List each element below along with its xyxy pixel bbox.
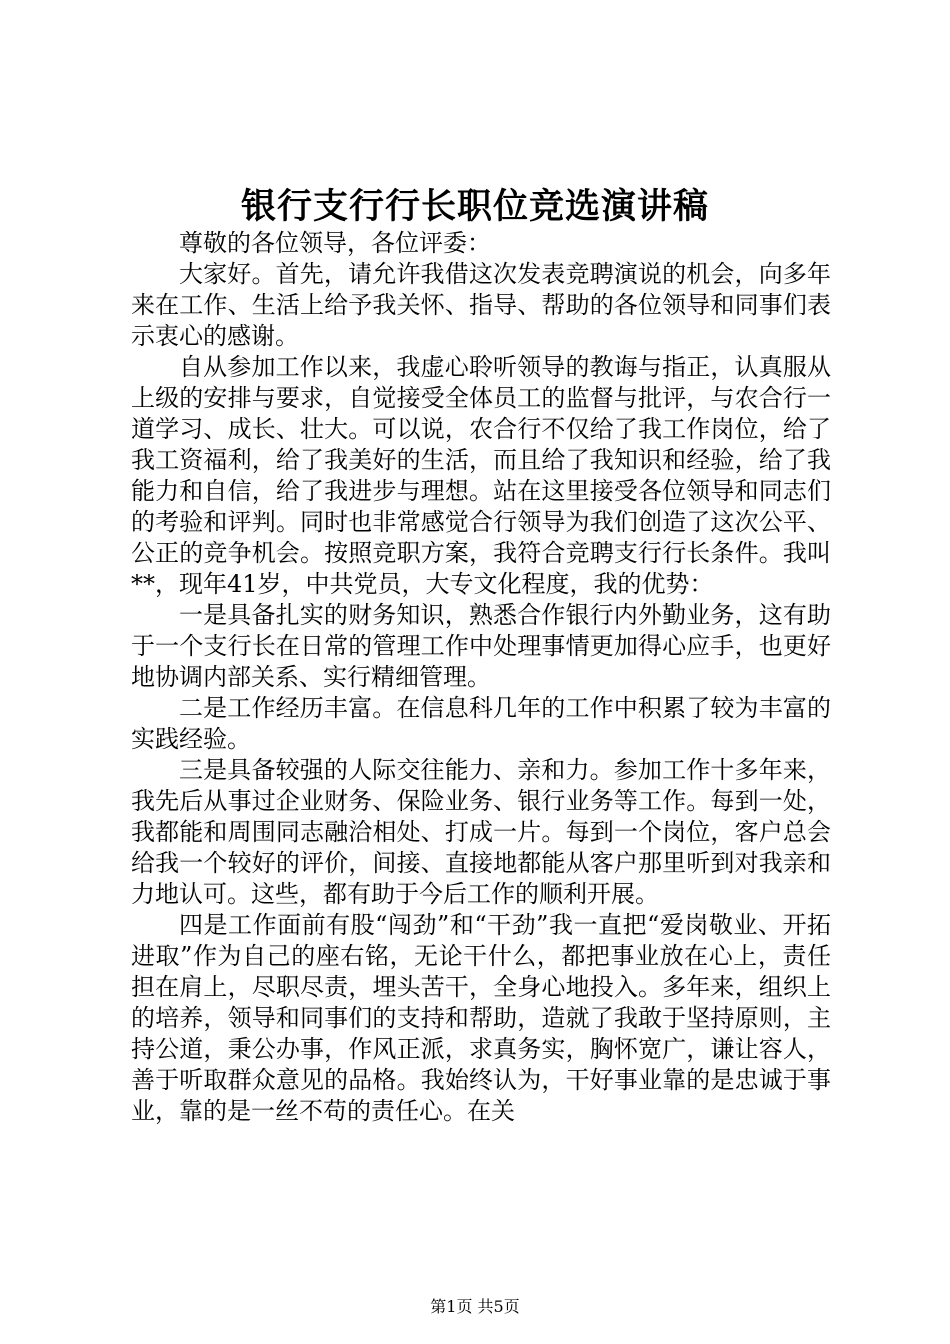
page-number-footer: 第1页 共5页 [430,1297,520,1316]
body-paragraph: 四是工作面前有股“闯劲”和“干劲”我一直把“爱岗敬业、开拓进取”作为自己的座右铭，无论干什么，都把事业放在心上，责任担在肩上，尽职尽责，埋头苦干，全身心地投入。多年来，组织上的培养，领导和同事们的支持和帮助，造就了我敢于坚持原则，主持公道，秉公办事，作风正派，求真务实，胸怀宽广，谦让容人，善于听取群众意见的品格。我始终认为，干好事业靠的是忠诚于事业，靠的是一丝不苟的责任心。在关 [131,911,831,1125]
salutation-paragraph: 尊敬的各位领导，各位评委： [179,229,491,257]
body-paragraph: 大家好。首先，请允许我借这次发表竞聘演说的机会，向多年来在工作、生活上给予我关怀、指导、帮助的各位领导和同事们表示衷心的感谢。 [131,260,831,350]
document-title: 银行支行行长职位竞选演讲稿 [240,186,709,227]
body-paragraph: 三是具备较强的人际交往能力、亲和力。参加工作十多年来，我先后从事过企业财务、保险业务、银行业务等工作。每到一处，我都能和周围同志融洽相处、打成一片。每到一个岗位，客户总会给我一个较好的评价，间接、直接地都能从客户那里听到对我亲和力地认可。这些，都有助于今后工作的顺利开展。 [131,756,831,908]
body-paragraph: 自从参加工作以来，我虚心聆听领导的教诲与指正，认真服从上级的安排与要求，自觉接受全体员工的监督与批评，与农合行一道学习、成长、壮大。可以说，农合行不仅给了我工作岗位，给了我工资福利，给了我美好的生活，而且给了我知识和经验，给了我能力和自信，给了我进步与理想。站在这里接受各位领导和同志们的考验和评判。同时也非常感觉合行领导为我们创造了这次公平、公正的竞争机会。按照竞职方案，我符合竞聘支行行长条件。我叫**，现年41岁，中共党员，大专文化程度，我的优势： [131,353,831,598]
body-paragraph: 一是具备扎实的财务知识，熟悉合作银行内外勤业务，这有助于一个支行长在日常的管理工作中处理事情更加得心应手，也更好地协调内部关系、实行精细管理。 [131,601,831,691]
body-paragraph: 二是工作经历丰富。在信息科几年的工作中积累了较为丰富的实践经验。 [131,694,831,753]
document-body [131,228,831,1127]
